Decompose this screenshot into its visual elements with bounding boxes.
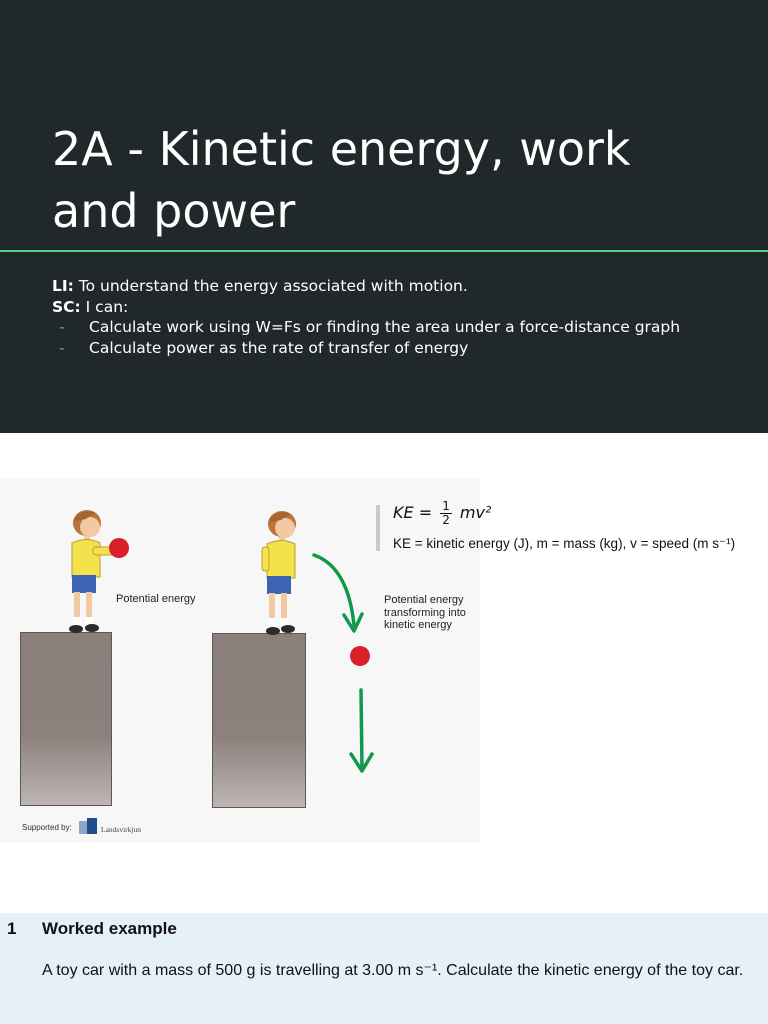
bullet-dash: - (59, 318, 65, 336)
title-divider (0, 250, 768, 252)
landsvirkjun-logo-text: Landsvirkjun (101, 825, 141, 834)
label-potential-energy: Potential energy (116, 593, 196, 605)
sc-label: SC: (52, 297, 81, 316)
label-transforming (384, 594, 466, 632)
curved-arrow-icon (314, 555, 354, 625)
li-label: LI: (52, 277, 74, 295)
li-line (52, 276, 742, 297)
learning-intentions (52, 276, 742, 358)
falling-ball-diagram (300, 545, 390, 780)
worked-example-title: Worked example (42, 919, 177, 938)
down-arrow-icon (361, 690, 362, 769)
slide-title-line-2: and power (52, 184, 296, 238)
ke-rhs: mv² (459, 503, 492, 522)
sc-text: I can: (80, 297, 129, 316)
sc-line (52, 297, 742, 318)
boy-figure (69, 510, 121, 633)
fraction-numerator: 1 (442, 499, 450, 513)
fraction-denominator: 2 (442, 513, 450, 527)
li-text: To understand the energy associated with motion. (73, 277, 468, 295)
sc-bullet-text: Calculate power as the rate of transfer of energy (89, 338, 469, 357)
wall-left (20, 632, 112, 806)
sc-bullet (52, 317, 742, 338)
ke-lhs: KE = (393, 503, 433, 522)
title-slide (0, 0, 768, 433)
landsvirkjun-logo-icon (79, 818, 97, 834)
slide-title (52, 118, 752, 242)
label-line: kinetic energy (384, 619, 452, 631)
ball (109, 538, 129, 558)
label-line: Potential energy (384, 594, 464, 606)
ke-equation (393, 500, 491, 527)
bullet-dash: - (59, 338, 65, 357)
boy-figure (262, 511, 296, 635)
sc-bullet (52, 338, 742, 359)
worked-example-question: A toy car with a mass of 500 g is travelling at 3.00 m s⁻¹. Calculate the kinetic energy of the toy car. (42, 962, 744, 979)
worked-example-number: 1 (7, 919, 17, 938)
formula-side-bar (376, 505, 380, 551)
supported-by-text: Supported by: (22, 823, 72, 832)
ke-definition: KE = kinetic energy (J), m = mass (kg), v = speed (m s⁻¹) (393, 536, 736, 551)
label-line: transforming into (384, 606, 466, 619)
boy-holding-ball-illustration (60, 505, 135, 640)
slide-title-line-1: 2A - Kinetic energy, work (52, 122, 631, 176)
falling-ball (350, 646, 370, 666)
ke-formula-box (376, 492, 768, 554)
wall-right (212, 633, 306, 808)
sc-bullet-text: Calculate work using W=Fs or finding the area under a force-distance graph (89, 318, 681, 336)
half-fraction (440, 500, 452, 527)
